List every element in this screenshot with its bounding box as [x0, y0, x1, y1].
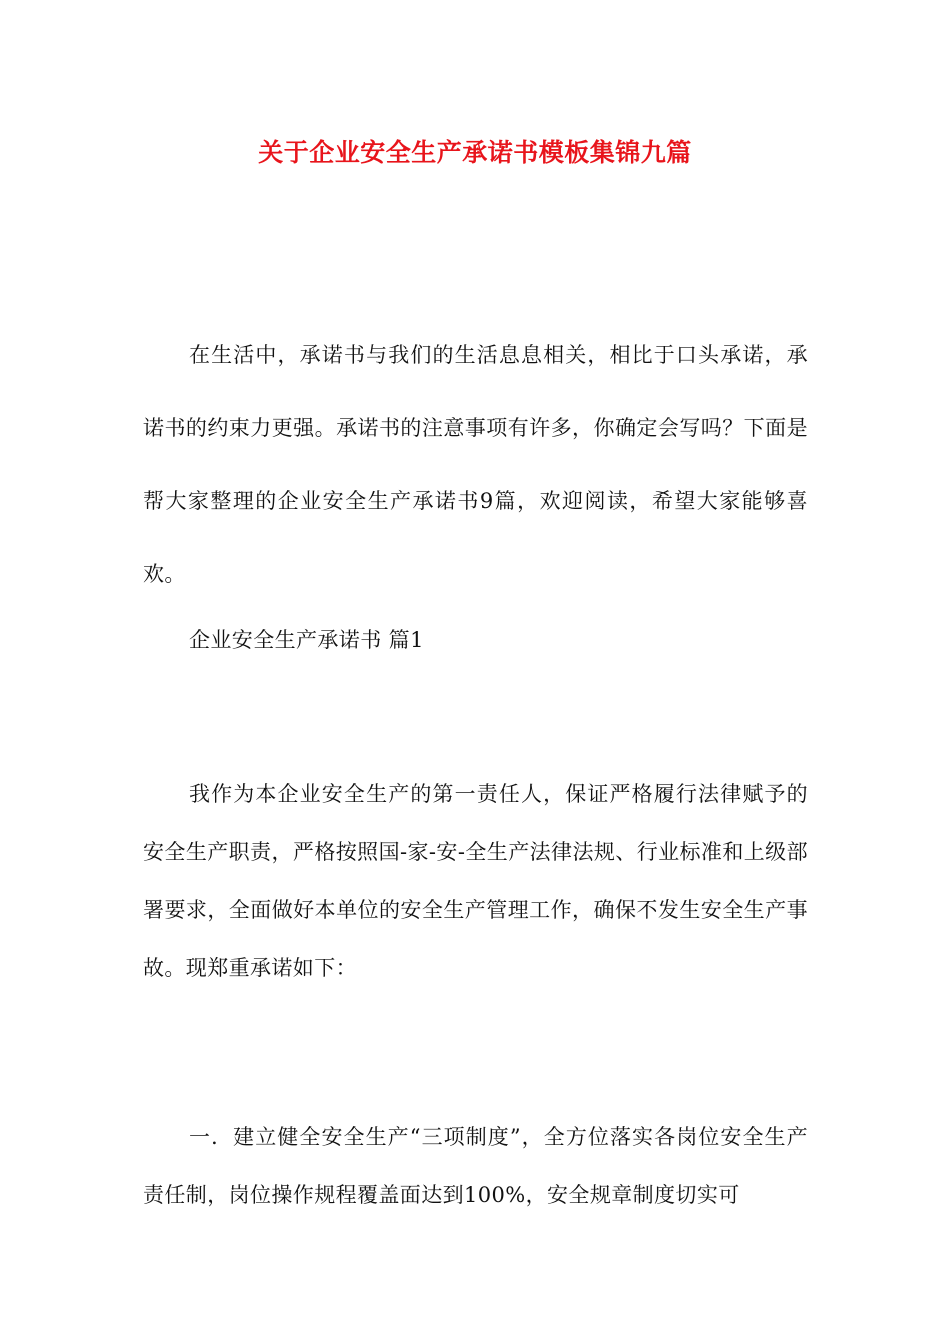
document-title: 关于企业安全生产承诺书模板集锦九篇 — [258, 138, 692, 167]
list-item-1: 一．建立健全安全生产“三项制度”，全方位落实各岗位安全生产责任制，岗位操作规程覆盖面达到100%，安全规章制度切实可 — [143, 1125, 808, 1207]
section-heading: 企业安全生产承诺书 篇1 — [189, 628, 424, 652]
promise-paragraph: 我作为本企业安全生产的第一责任人，保证严格履行法律赋予的安全生产职责，严格按照国-家-安-全生产法律法规、行业标准和上级部署要求，全面做好本单位的安全生产管理工作，确保不发生安全生产事故。现郑重承诺如下： — [143, 782, 808, 980]
intro-paragraph: 在生活中，承诺书与我们的生活息息相关，相比于口头承诺，承诺书的约束力更强。承诺书的注意事项有许多，你确定会写吗？下面是帮大家整理的企业安全生产承诺书9篇，欢迎阅读，希望大家能够喜欢。 — [143, 343, 808, 586]
